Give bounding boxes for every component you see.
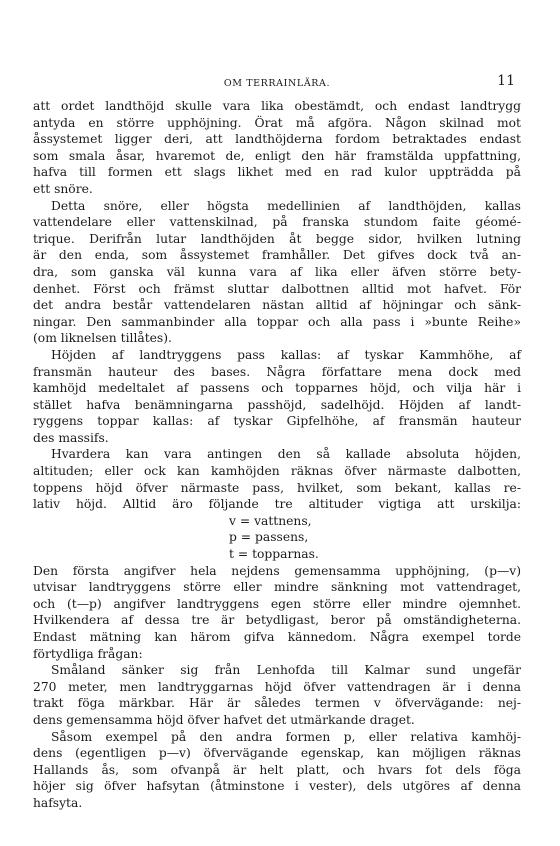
text-line: stället hafva benämningarna passhöjd, sadelhöjd. Höjden af landt- — [33, 397, 521, 412]
text-line: altituden; eller ock kan kamhöjden räknas öfver närmaste dalbotten, — [33, 464, 521, 479]
text-line: hafsyta. — [33, 795, 83, 810]
text-line: antyda en större upphöjning. Örat må afgöra. Någon skilnad mot — [33, 115, 521, 130]
equation-line: t = topparnas. — [229, 547, 319, 562]
text-line: denhet. Först och främst sluttar dalbottnen alltid mot hafvet. För — [33, 281, 521, 296]
text-line: dens gemensamma höjd öfver hafvet det utmärkande draget. — [33, 712, 415, 727]
text-line: hafva till formen ett slags likhet med en rad kulor uppträdda på — [33, 165, 521, 180]
text-line: Detta snöre, eller högsta medellinien af landthöjden, kallas — [51, 198, 521, 213]
text-line: (om liknelsen tillåtes). — [33, 331, 172, 346]
text-line: ryggens toppar kallas: af tyskar Gipfelhöhe, af fransmän hauteur — [33, 414, 521, 429]
text-line: Den första angifver hela nejdens gemensamma upphöjning, (p—v) — [33, 563, 521, 578]
equation-line: p = passens, — [229, 530, 309, 545]
text-line: des massifs. — [33, 430, 109, 445]
text-line: åssystemet ligger deri, att landthöjderna fordom betraktades endast — [33, 132, 521, 147]
text-line: Såsom exempel på den andra formen p, eller relativa kamhöj- — [51, 729, 521, 744]
text-line: Höjden af landtryggens pass kallas: af tyskar Kammhöhe, af — [51, 347, 521, 362]
text-line: det andra består vattendelaren nästan alltid af höjningar och sänk- — [33, 298, 521, 313]
text-line: trakt föga märkbar. Här är således termen v öfvervägande: nej- — [33, 696, 521, 711]
running-title: OM TERRAINLÄRA. — [223, 78, 331, 89]
text-line: är den enda, som åssystemet framhåller. Det gifves dock två an- — [33, 248, 521, 263]
page-number: 11 — [497, 73, 515, 89]
text-line: lativ höjd. Alltid äro följande tre altituder vigtiga att urskilja: — [33, 497, 521, 512]
text-line: dra, som ganska väl kunna vara af lika eller äfven större bety- — [33, 264, 521, 279]
text-line: toppens höjd öfver närmaste pass, hvilket, som bekant, kallas re- — [33, 480, 521, 495]
text-line: 270 meter, men landtryggarnas höjd öfver vattendragen är i denna — [33, 679, 521, 694]
text-line: dens (egentligen p—v) öfvervägande egenskap, kan möjligen räknas — [33, 746, 521, 761]
text-line: trique. Derifrån lutar landthöjden åt begge sidor, hvilken lutning — [33, 231, 521, 246]
body-text — [33, 98, 521, 812]
text-line: Endast mätning kan härom gifva kännedom. Några exempel torde — [33, 630, 521, 644]
text-line: Hvardera kan vara antingen den så kallade absoluta höjden, — [51, 447, 521, 462]
text-line: utvisar landtryggens större eller mindre sänkning mot vattendraget, — [33, 580, 521, 595]
running-head — [33, 72, 521, 92]
text-line: höjer sig öfver hafsytan (åtminstone i vester), dels utgöres af denna — [33, 779, 521, 794]
text-line: som smala åsar, hvaremot de, enligt den här framstälda uppfattning, — [33, 148, 521, 163]
text-line: Småland sänker sig från Lenhofda till Kalmar sund ungefär — [51, 663, 521, 678]
text-line: och (t—p) angifver landtryggens egen större eller mindre ojemnhet. — [33, 596, 521, 611]
text-line: ningar. Den sammanbinder alla toppar och alla pass i »bunte Reihe» — [33, 314, 521, 329]
text-line: Hvilkendera af dessa tre är betydligast, beror på omständigheterna. — [33, 613, 521, 628]
text-line: kamhöjd medeltalet af passens och topparnes höjd, och vilja här i — [33, 381, 521, 396]
text-line: Hallands ås, som ofvanpå är helt platt, och hvars fot dels föga — [33, 762, 521, 777]
text-line: ett snöre. — [33, 181, 93, 196]
text-line: vattendelare eller vattenskilnad, på franska stundom faite géomé- — [33, 215, 521, 230]
text-line: fransmän hauteur des bases. Några författare mena dock med — [33, 364, 521, 379]
equation-line: v = vattnens, — [229, 513, 312, 528]
text-line: att ordet landthöjd skulle vara lika obestämdt, och endast landtrygg — [33, 99, 521, 113]
book-page — [33, 72, 521, 812]
text-line: förtydliga frågan: — [33, 646, 143, 661]
